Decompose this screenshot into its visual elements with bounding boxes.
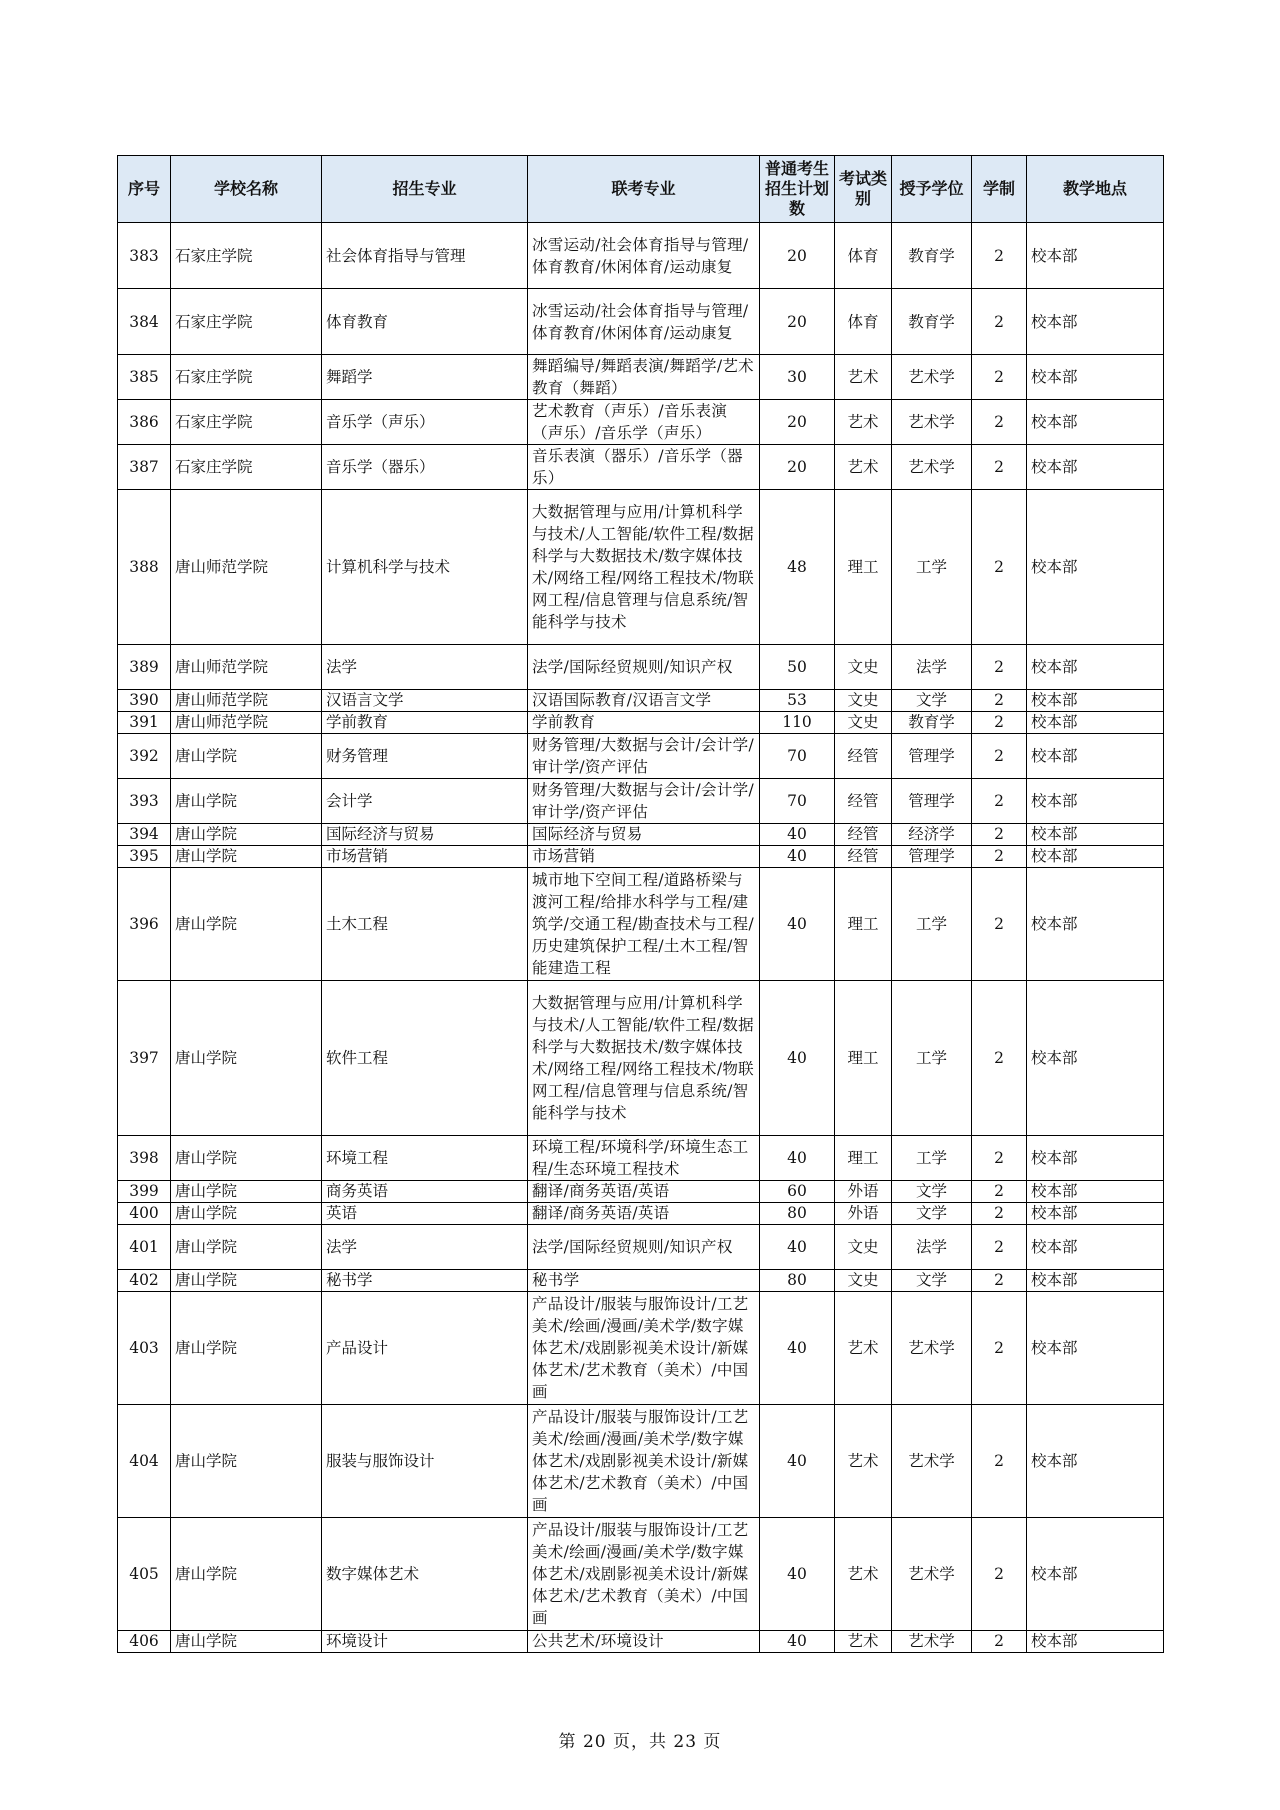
row-category: 艺术 [835,445,892,490]
table-row [118,824,1164,846]
row-exam-major: 学前教育 [528,712,760,734]
row-major: 汉语言文学 [322,690,528,712]
header-years: 学制 [972,156,1027,223]
row-years: 2 [972,1136,1027,1181]
row-years: 2 [972,734,1027,779]
row-degree: 教育学 [892,712,972,734]
table-row [118,1270,1164,1292]
row-location: 校本部 [1027,690,1164,712]
table-row [118,1203,1164,1225]
row-plan: 40 [760,1405,835,1518]
row-school: 唐山师范学院 [171,490,322,645]
row-location: 校本部 [1027,1203,1164,1225]
row-major: 会计学 [322,779,528,824]
row-major: 英语 [322,1203,528,1225]
row-category: 艺术 [835,1631,892,1653]
row-location: 校本部 [1027,779,1164,824]
row-plan: 48 [760,490,835,645]
row-category: 体育 [835,223,892,289]
row-no: 385 [118,355,171,400]
row-no: 384 [118,289,171,355]
row-major: 土木工程 [322,868,528,981]
row-no: 400 [118,1203,171,1225]
row-exam-major: 环境工程/环境科学/环境生态工程/生态环境工程技术 [528,1136,760,1181]
row-major: 商务英语 [322,1181,528,1203]
row-category: 文史 [835,645,892,690]
table-row [118,690,1164,712]
row-plan: 80 [760,1270,835,1292]
row-major: 国际经济与贸易 [322,824,528,846]
row-school: 唐山学院 [171,1292,322,1405]
row-years: 2 [972,712,1027,734]
row-major: 音乐学（器乐） [322,445,528,490]
row-no: 387 [118,445,171,490]
row-exam-major: 公共艺术/环境设计 [528,1631,760,1653]
row-category: 文史 [835,1270,892,1292]
row-years: 2 [972,1405,1027,1518]
header-degree: 授予学位 [892,156,972,223]
row-plan: 40 [760,981,835,1136]
row-degree: 艺术学 [892,445,972,490]
row-exam-major: 艺术教育（声乐）/音乐表演（声乐）/音乐学（声乐） [528,400,760,445]
row-plan: 70 [760,734,835,779]
row-exam-major: 城市地下空间工程/道路桥梁与渡河工程/给排水科学与工程/建筑学/交通工程/勘查技术与工程/历史建筑保护工程/土木工程/智能建造工程 [528,868,760,981]
row-no: 404 [118,1405,171,1518]
row-years: 2 [972,1181,1027,1203]
row-years: 2 [972,824,1027,846]
table-row [118,734,1164,779]
row-location: 校本部 [1027,1181,1164,1203]
row-category: 艺术 [835,355,892,400]
row-school: 石家庄学院 [171,445,322,490]
row-degree: 工学 [892,490,972,645]
row-no: 399 [118,1181,171,1203]
header-plan: 普通考生招生计划数 [760,156,835,223]
row-years: 2 [972,445,1027,490]
row-plan: 40 [760,1292,835,1405]
row-location: 校本部 [1027,355,1164,400]
row-no: 389 [118,645,171,690]
row-location: 校本部 [1027,868,1164,981]
row-years: 2 [972,400,1027,445]
row-school: 石家庄学院 [171,400,322,445]
row-years: 2 [972,289,1027,355]
row-major: 市场营销 [322,846,528,868]
row-category: 文史 [835,1225,892,1270]
row-degree: 艺术学 [892,1631,972,1653]
row-school: 唐山学院 [171,824,322,846]
row-no: 393 [118,779,171,824]
header-category: 考试类别 [835,156,892,223]
row-plan: 40 [760,1225,835,1270]
row-years: 2 [972,223,1027,289]
row-plan: 40 [760,824,835,846]
row-school: 石家庄学院 [171,223,322,289]
row-years: 2 [972,1225,1027,1270]
row-degree: 教育学 [892,289,972,355]
row-category: 外语 [835,1203,892,1225]
row-degree: 法学 [892,1225,972,1270]
row-exam-major: 国际经济与贸易 [528,824,760,846]
row-location: 校本部 [1027,490,1164,645]
row-school: 唐山师范学院 [171,690,322,712]
row-school: 唐山学院 [171,981,322,1136]
row-no: 402 [118,1270,171,1292]
row-major: 产品设计 [322,1292,528,1405]
row-category: 经管 [835,779,892,824]
table-row [118,868,1164,981]
row-school: 唐山学院 [171,868,322,981]
row-degree: 艺术学 [892,1518,972,1631]
row-major: 秘书学 [322,1270,528,1292]
row-location: 校本部 [1027,1405,1164,1518]
row-no: 405 [118,1518,171,1631]
table-row [118,289,1164,355]
table-row [118,1631,1164,1653]
row-plan: 20 [760,223,835,289]
row-plan: 40 [760,846,835,868]
row-no: 396 [118,868,171,981]
row-degree: 文学 [892,1203,972,1225]
row-major: 学前教育 [322,712,528,734]
row-no: 388 [118,490,171,645]
row-years: 2 [972,1292,1027,1405]
row-no: 397 [118,981,171,1136]
row-years: 2 [972,1203,1027,1225]
row-location: 校本部 [1027,1292,1164,1405]
row-years: 2 [972,1270,1027,1292]
row-location: 校本部 [1027,445,1164,490]
row-location: 校本部 [1027,1631,1164,1653]
row-exam-major: 音乐表演（器乐）/音乐学（器乐） [528,445,760,490]
row-location: 校本部 [1027,712,1164,734]
table-row [118,846,1164,868]
row-plan: 40 [760,1136,835,1181]
row-no: 383 [118,223,171,289]
row-plan: 40 [760,868,835,981]
row-years: 2 [972,490,1027,645]
row-degree: 法学 [892,645,972,690]
row-degree: 工学 [892,981,972,1136]
row-school: 石家庄学院 [171,289,322,355]
row-school: 唐山师范学院 [171,712,322,734]
row-exam-major: 秘书学 [528,1270,760,1292]
row-exam-major: 汉语国际教育/汉语言文学 [528,690,760,712]
row-exam-major: 翻译/商务英语/英语 [528,1181,760,1203]
table-row [118,1181,1164,1203]
row-plan: 110 [760,712,835,734]
row-degree: 管理学 [892,734,972,779]
header-school: 学校名称 [171,156,322,223]
row-major: 环境设计 [322,1631,528,1653]
row-location: 校本部 [1027,400,1164,445]
row-plan: 53 [760,690,835,712]
table-row [118,400,1164,445]
row-major: 财务管理 [322,734,528,779]
row-degree: 艺术学 [892,1292,972,1405]
row-school: 唐山学院 [171,1631,322,1653]
row-exam-major: 翻译/商务英语/英语 [528,1203,760,1225]
row-years: 2 [972,846,1027,868]
row-major: 法学 [322,645,528,690]
row-location: 校本部 [1027,846,1164,868]
header-location: 教学地点 [1027,156,1164,223]
row-school: 唐山学院 [171,734,322,779]
row-plan: 70 [760,779,835,824]
row-no: 392 [118,734,171,779]
row-degree: 管理学 [892,846,972,868]
row-category: 艺术 [835,1292,892,1405]
row-major: 体育教育 [322,289,528,355]
row-plan: 50 [760,645,835,690]
row-school: 石家庄学院 [171,355,322,400]
table-row [118,1518,1164,1631]
row-exam-major: 冰雪运动/社会体育指导与管理/体育教育/休闲体育/运动康复 [528,289,760,355]
table-row [118,981,1164,1136]
row-plan: 20 [760,400,835,445]
row-category: 理工 [835,868,892,981]
row-years: 2 [972,690,1027,712]
row-plan: 60 [760,1181,835,1203]
table-row [118,1136,1164,1181]
row-years: 2 [972,645,1027,690]
row-no: 395 [118,846,171,868]
row-exam-major: 冰雪运动/社会体育指导与管理/体育教育/休闲体育/运动康复 [528,223,760,289]
row-exam-major: 产品设计/服装与服饰设计/工艺美术/绘画/漫画/美术学/数字媒体艺术/戏剧影视美术设计/新媒体艺术/艺术教育（美术）/中国画 [528,1518,760,1631]
row-degree: 文学 [892,690,972,712]
row-category: 理工 [835,1136,892,1181]
row-major: 音乐学（声乐） [322,400,528,445]
row-exam-major: 产品设计/服装与服饰设计/工艺美术/绘画/漫画/美术学/数字媒体艺术/戏剧影视美术设计/新媒体艺术/艺术教育（美术）/中国画 [528,1405,760,1518]
row-degree: 艺术学 [892,400,972,445]
row-plan: 80 [760,1203,835,1225]
row-plan: 40 [760,1518,835,1631]
row-years: 2 [972,779,1027,824]
row-exam-major: 大数据管理与应用/计算机科学与技术/人工智能/软件工程/数据科学与大数据技术/数字媒体技术/网络工程/网络工程技术/物联网工程/信息管理与信息系统/智能科学与技术 [528,490,760,645]
row-no: 394 [118,824,171,846]
row-category: 艺术 [835,1518,892,1631]
row-school: 唐山学院 [171,1203,322,1225]
row-no: 390 [118,690,171,712]
row-location: 校本部 [1027,289,1164,355]
row-location: 校本部 [1027,223,1164,289]
row-plan: 30 [760,355,835,400]
row-location: 校本部 [1027,1270,1164,1292]
row-major: 社会体育指导与管理 [322,223,528,289]
table-row [118,355,1164,400]
row-degree: 工学 [892,868,972,981]
header-no: 序号 [118,156,171,223]
header-exam-major: 联考专业 [528,156,760,223]
row-exam-major: 舞蹈编导/舞蹈表演/舞蹈学/艺术教育（舞蹈） [528,355,760,400]
table-row [118,645,1164,690]
row-school: 唐山学院 [171,1136,322,1181]
row-exam-major: 法学/国际经贸规则/知识产权 [528,1225,760,1270]
row-exam-major: 产品设计/服装与服饰设计/工艺美术/绘画/漫画/美术学/数字媒体艺术/戏剧影视美术设计/新媒体艺术/艺术教育（美术）/中国画 [528,1292,760,1405]
row-location: 校本部 [1027,1518,1164,1631]
table-row [118,1225,1164,1270]
header-major: 招生专业 [322,156,528,223]
row-school: 唐山学院 [171,846,322,868]
row-years: 2 [972,981,1027,1136]
table-row [118,1405,1164,1518]
row-major: 服装与服饰设计 [322,1405,528,1518]
row-category: 体育 [835,289,892,355]
row-major: 法学 [322,1225,528,1270]
row-category: 经管 [835,734,892,779]
row-major: 计算机科学与技术 [322,490,528,645]
row-major: 舞蹈学 [322,355,528,400]
table-row [118,779,1164,824]
row-years: 2 [972,355,1027,400]
row-degree: 工学 [892,1136,972,1181]
row-years: 2 [972,1518,1027,1631]
row-exam-major: 市场营销 [528,846,760,868]
row-location: 校本部 [1027,1136,1164,1181]
row-degree: 文学 [892,1270,972,1292]
row-school: 唐山学院 [171,1270,322,1292]
row-school: 唐山学院 [171,1181,322,1203]
row-category: 经管 [835,824,892,846]
row-exam-major: 财务管理/大数据与会计/会计学/审计学/资产评估 [528,734,760,779]
row-no: 406 [118,1631,171,1653]
row-exam-major: 财务管理/大数据与会计/会计学/审计学/资产评估 [528,779,760,824]
row-plan: 40 [760,1631,835,1653]
row-major: 软件工程 [322,981,528,1136]
row-school: 唐山学院 [171,1405,322,1518]
row-school: 唐山学院 [171,779,322,824]
row-category: 文史 [835,712,892,734]
row-years: 2 [972,1631,1027,1653]
row-plan: 20 [760,445,835,490]
row-major: 环境工程 [322,1136,528,1181]
row-degree: 艺术学 [892,1405,972,1518]
table-row [118,712,1164,734]
row-category: 艺术 [835,400,892,445]
row-category: 艺术 [835,1405,892,1518]
row-no: 391 [118,712,171,734]
row-major: 数字媒体艺术 [322,1518,528,1631]
row-location: 校本部 [1027,734,1164,779]
row-no: 386 [118,400,171,445]
row-category: 经管 [835,846,892,868]
row-years: 2 [972,868,1027,981]
row-school: 唐山学院 [171,1225,322,1270]
row-no: 398 [118,1136,171,1181]
row-no: 403 [118,1292,171,1405]
row-school: 唐山师范学院 [171,645,322,690]
row-no: 401 [118,1225,171,1270]
row-exam-major: 大数据管理与应用/计算机科学与技术/人工智能/软件工程/数据科学与大数据技术/数字媒体技术/网络工程/网络工程技术/物联网工程/信息管理与信息系统/智能科学与技术 [528,981,760,1136]
row-location: 校本部 [1027,645,1164,690]
admissions-table [117,155,1164,1653]
row-location: 校本部 [1027,1225,1164,1270]
row-category: 外语 [835,1181,892,1203]
page-footer: 第 20 页，共 23 页 [558,1732,722,1752]
row-category: 理工 [835,490,892,645]
row-category: 文史 [835,690,892,712]
row-degree: 管理学 [892,779,972,824]
row-degree: 艺术学 [892,355,972,400]
row-degree: 经济学 [892,824,972,846]
table-header-row [118,156,1164,223]
row-location: 校本部 [1027,824,1164,846]
row-plan: 20 [760,289,835,355]
table-row [118,490,1164,645]
row-category: 理工 [835,981,892,1136]
row-degree: 教育学 [892,223,972,289]
table-row [118,223,1164,289]
row-school: 唐山学院 [171,1518,322,1631]
table-row [118,445,1164,490]
row-exam-major: 法学/国际经贸规则/知识产权 [528,645,760,690]
table-row [118,1292,1164,1405]
row-location: 校本部 [1027,981,1164,1136]
row-degree: 文学 [892,1181,972,1203]
